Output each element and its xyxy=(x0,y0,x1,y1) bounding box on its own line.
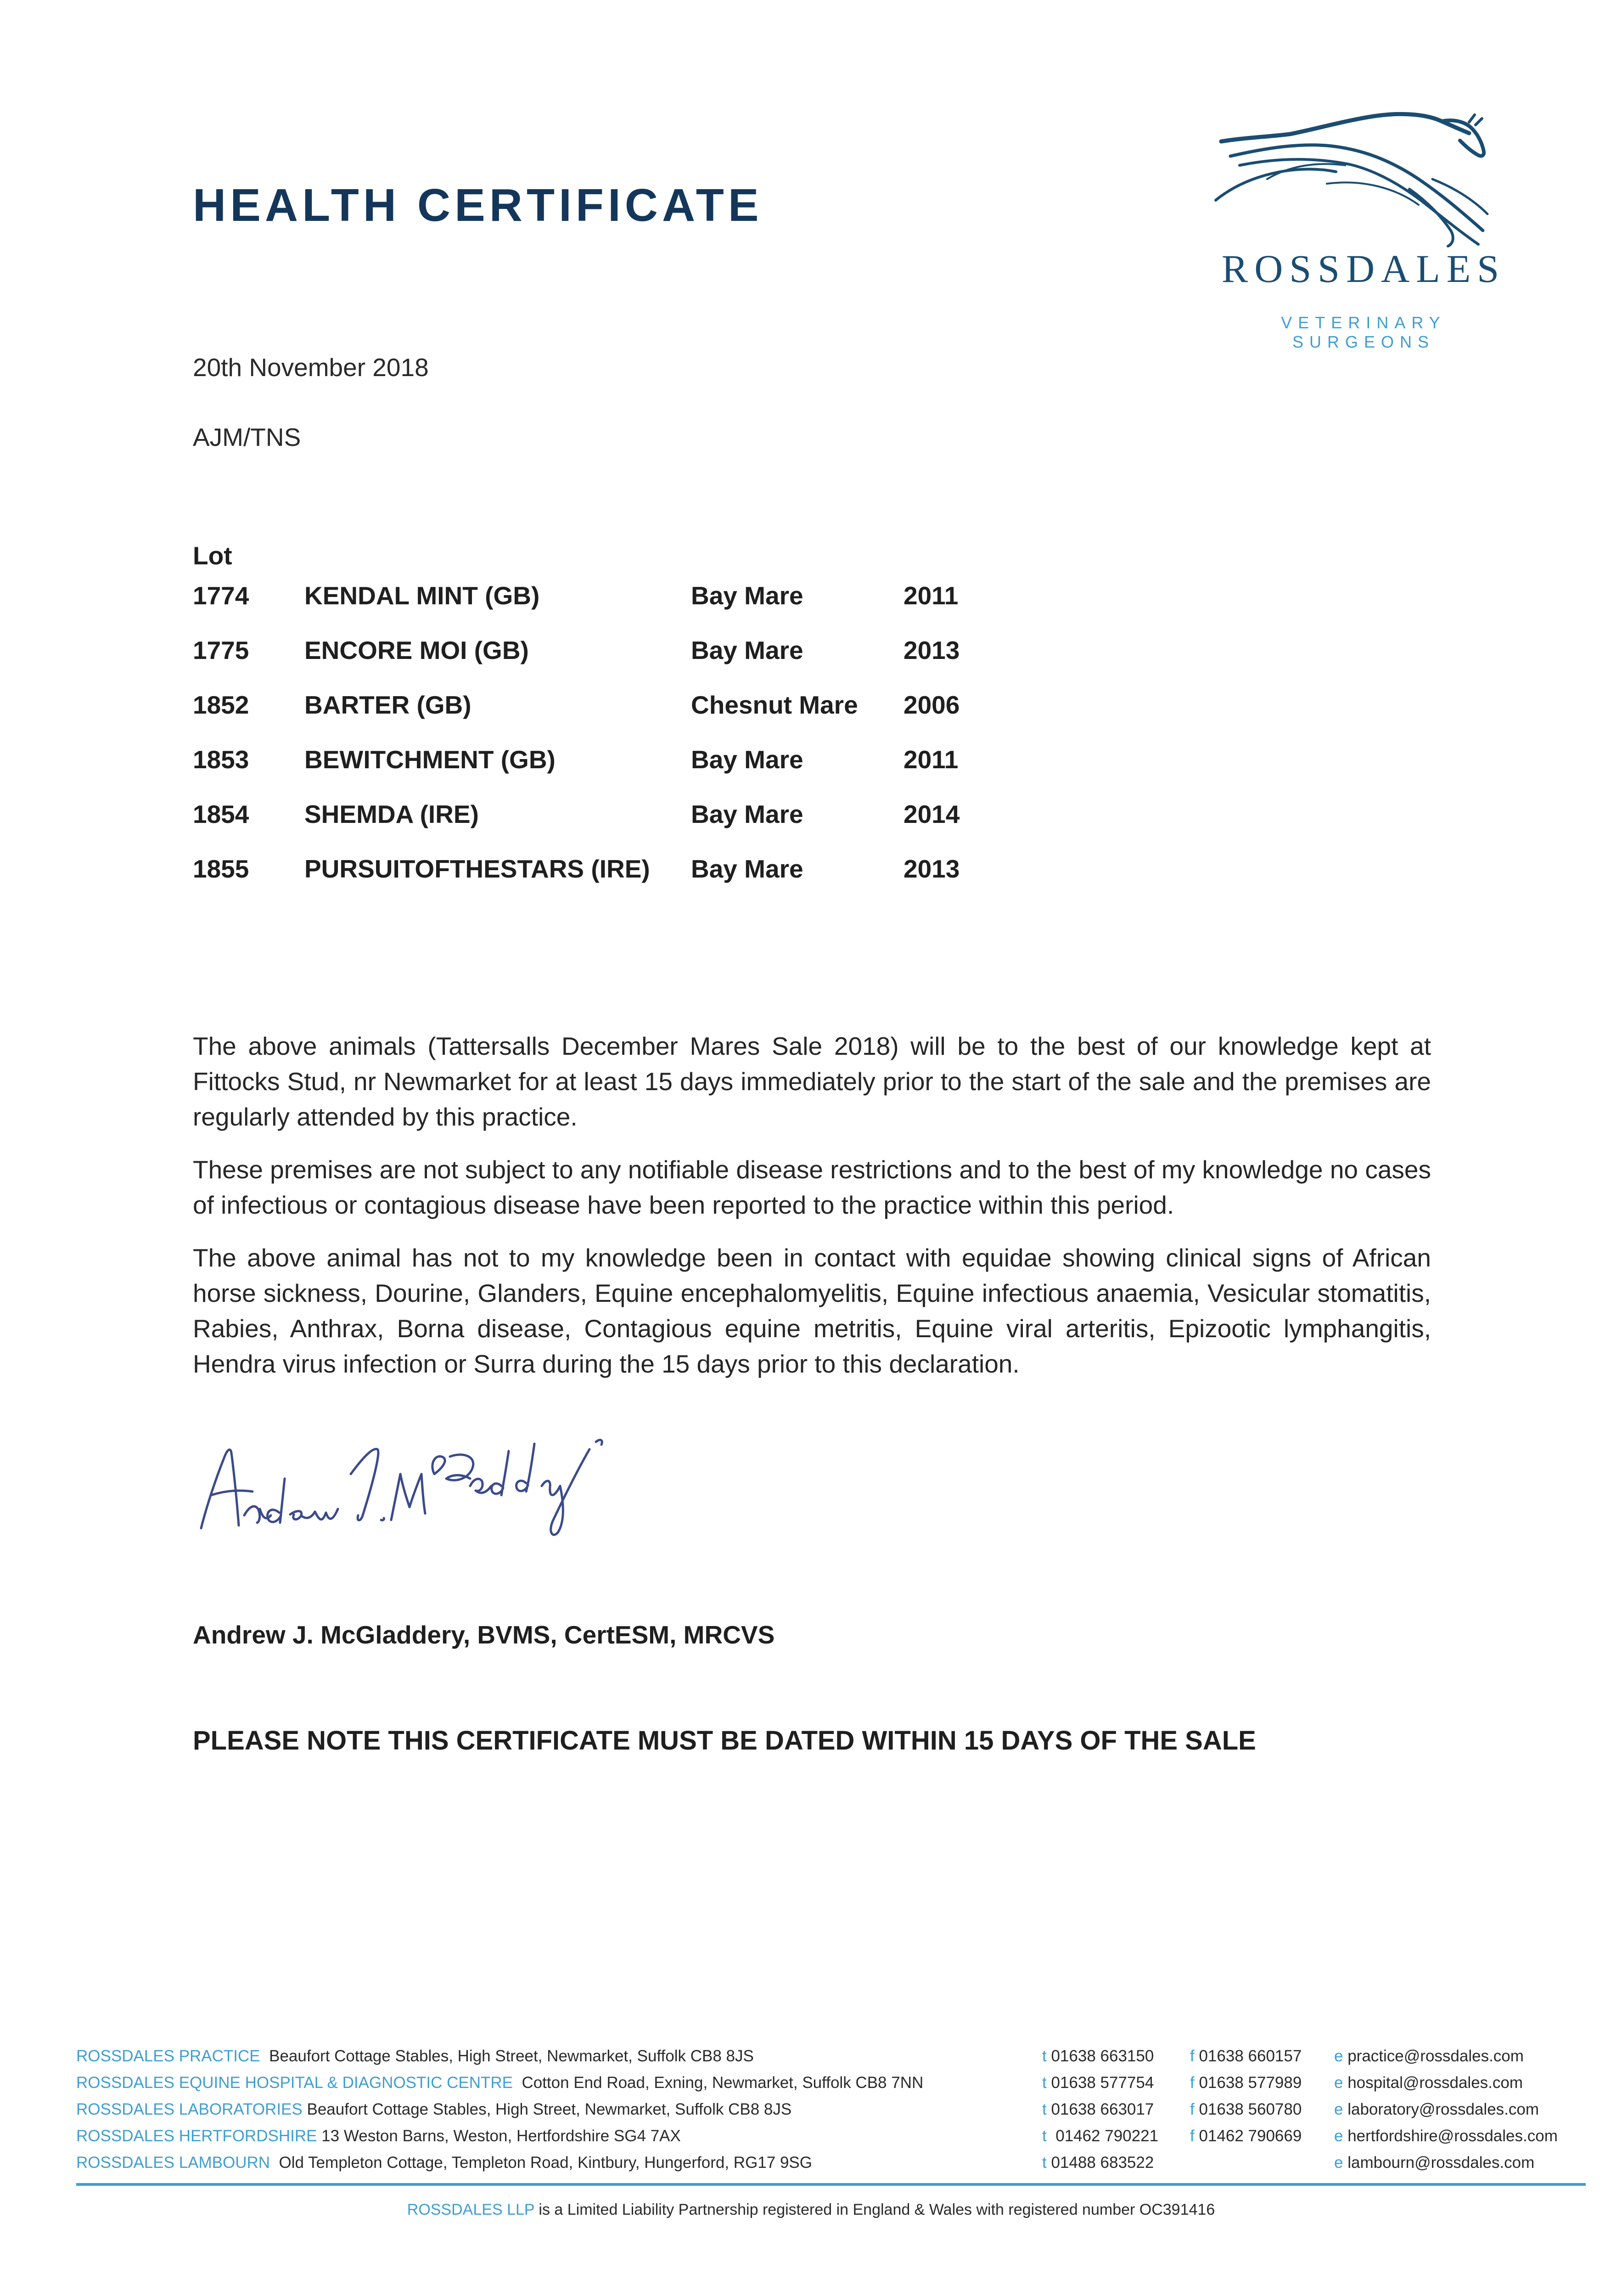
handwritten-signature xyxy=(193,1405,624,1543)
email-prefix: e xyxy=(1334,2154,1343,2172)
footer-row xyxy=(76,2154,1587,2180)
footer-telephone[interactable]: 01638 577754 xyxy=(1051,2074,1154,2092)
footer-row xyxy=(76,2100,1587,2127)
horse-year: 2013 xyxy=(904,855,960,883)
fax-prefix: f xyxy=(1190,2047,1195,2065)
horse-name: BARTER (GB) xyxy=(304,691,471,719)
lot-number: 1774 xyxy=(193,581,249,610)
lot-table-header: Lot xyxy=(193,541,232,570)
horse-description: Bay Mare xyxy=(691,745,803,774)
horse-name: PURSUITOFTHESTARS (IRE) xyxy=(304,855,650,883)
tel-prefix: t xyxy=(1042,2100,1047,2118)
horse-year: 2013 xyxy=(904,636,960,664)
fax-prefix: f xyxy=(1190,2074,1195,2092)
lot-number: 1775 xyxy=(193,636,249,664)
footer-branch-address: 13 Weston Barns, Weston, Hertfordshire SG4 7AX xyxy=(321,2127,681,2145)
certificate-body xyxy=(193,1029,1431,1399)
footer-email-link[interactable]: hospital@rossdales.com xyxy=(1347,2074,1523,2092)
body-paragraph: The above animal has not to my knowledge been in contact with equidae showing clinical signs of African horse sickness, Dourine, Glanders, Equine encephalomyelitis, Equine infectious anaemia, Vesicular stomatitis, Rabies, Anthrax, Borna disease, Contagious equine metritis, Equine viral arteritis, Epizootic lymphangitis, Hendra virus infection or Surra during the 15 days prior to this declaration. xyxy=(193,1244,1431,1378)
body-paragraph: These premises are not subject to any notifiable disease restrictions and to the best of my knowledge no cases of infectious or contagious disease have been reported to the practice within this period. xyxy=(193,1155,1431,1219)
tel-prefix: t xyxy=(1042,2074,1047,2092)
legal-registration-text: is a Limited Liability Partnership registered in England & Wales with registered number OC391416 xyxy=(539,2201,1215,2218)
dating-notice: PLEASE NOTE THIS CERTIFICATE MUST BE DATED WITHIN 15 DAYS OF THE SALE xyxy=(193,1726,1256,1756)
footer-fax: 01638 660157 xyxy=(1199,2047,1302,2065)
horse-description: Bay Mare xyxy=(691,800,803,828)
email-prefix: e xyxy=(1334,2127,1343,2145)
horse-name: SHEMDA (IRE) xyxy=(304,800,479,828)
email-prefix: e xyxy=(1334,2074,1343,2092)
footer-email-link[interactable]: laboratory@rossdales.com xyxy=(1347,2100,1539,2118)
horse-name: ENCORE MOI (GB) xyxy=(304,636,529,664)
footer-row xyxy=(76,2047,1587,2074)
fax-prefix: f xyxy=(1190,2127,1195,2145)
horse-year: 2014 xyxy=(904,800,960,828)
horse-description: Bay Mare xyxy=(691,581,803,610)
footer-branch-label: ROSSDALES LABORATORIES xyxy=(76,2100,303,2118)
brand-tagline: VETERINARY SURGEONS xyxy=(1281,313,1446,351)
footer-branch-label: ROSSDALES LAMBOURN xyxy=(76,2154,270,2172)
footer-telephone[interactable]: 01488 683522 xyxy=(1051,2154,1154,2172)
legal-notice xyxy=(0,2201,1622,2219)
footer-fax: 01462 790669 xyxy=(1199,2127,1302,2145)
footer-contacts xyxy=(76,2047,1587,2180)
signatory-name: Andrew J. McGladdery, BVMS, CertESM, MRCVS xyxy=(193,1621,775,1649)
footer-email-link[interactable]: practice@rossdales.com xyxy=(1347,2047,1524,2065)
lot-number: 1854 xyxy=(193,800,249,828)
footer-email-link[interactable]: hertfordshire@rossdales.com xyxy=(1347,2127,1558,2145)
tel-prefix: t xyxy=(1042,2047,1047,2065)
footer-branch-address: Cotton End Road, Exning, Newmarket, Suffolk CB8 7NN xyxy=(522,2074,924,2092)
footer-branch-label: ROSSDALES EQUINE HOSPITAL & DIAGNOSTIC CENTRE xyxy=(76,2074,513,2092)
footer-divider xyxy=(76,2183,1586,2186)
document-date: 20th November 2018 xyxy=(193,353,429,382)
document-title: HEALTH CERTIFICATE xyxy=(193,180,763,231)
footer-branch-address: Beaufort Cottage Stables, High Street, Newmarket, Suffolk CB8 8JS xyxy=(307,2100,792,2118)
lot-number: 1855 xyxy=(193,855,249,883)
footer-branch-address: Old Templeton Cottage, Templeton Road, Kintbury, Hungerford, RG17 9SG xyxy=(279,2154,812,2172)
footer-fax: 01638 577989 xyxy=(1199,2074,1302,2092)
horse-name: KENDAL MINT (GB) xyxy=(304,581,540,610)
footer-telephone[interactable]: 01638 663017 xyxy=(1051,2100,1154,2118)
footer-telephone[interactable]: 01462 790221 xyxy=(1055,2127,1159,2145)
horse-description: Bay Mare xyxy=(691,636,803,664)
email-prefix: e xyxy=(1334,2100,1343,2118)
footer-telephone[interactable]: 01638 663150 xyxy=(1051,2047,1154,2065)
footer-row xyxy=(76,2127,1587,2154)
lot-number: 1852 xyxy=(193,691,249,719)
horse-year: 2011 xyxy=(904,745,959,774)
tel-prefix: t xyxy=(1042,2154,1047,2172)
horse-description: Bay Mare xyxy=(691,855,803,883)
horse-year: 2011 xyxy=(904,581,959,610)
brand-name: ROSSDALES xyxy=(1221,247,1506,291)
footer-fax: 01638 560780 xyxy=(1199,2100,1302,2118)
galloping-horse-icon xyxy=(1212,110,1515,340)
footer-branch-label: ROSSDALES PRACTICE xyxy=(76,2047,260,2065)
tel-prefix: t xyxy=(1042,2127,1047,2145)
horse-name: BEWITCHMENT (GB) xyxy=(304,745,556,774)
footer-email-link[interactable]: lambourn@rossdales.com xyxy=(1347,2154,1535,2172)
legal-entity-label: ROSSDALES LLP xyxy=(407,2201,534,2218)
footer-branch-label: ROSSDALES HERTFORDSHIRE xyxy=(76,2127,317,2145)
lot-number: 1853 xyxy=(193,745,249,774)
horse-description: Chesnut Mare xyxy=(691,691,858,719)
footer-row xyxy=(76,2074,1587,2100)
email-prefix: e xyxy=(1334,2047,1343,2065)
document-reference: AJM/TNS xyxy=(193,423,301,451)
body-paragraph: The above animals (Tattersalls December Mares Sale 2018) will be to the best of our knowledge kept at Fittocks Stud, nr Newmarket for at least 15 days immediately prior to the start of the sale and the premises are regularly attended by this practice. xyxy=(193,1032,1431,1131)
horse-year: 2006 xyxy=(904,691,960,719)
fax-prefix: f xyxy=(1190,2100,1195,2118)
footer-branch-address: Beaufort Cottage Stables, High Street, Newmarket, Suffolk CB8 8JS xyxy=(269,2047,754,2065)
